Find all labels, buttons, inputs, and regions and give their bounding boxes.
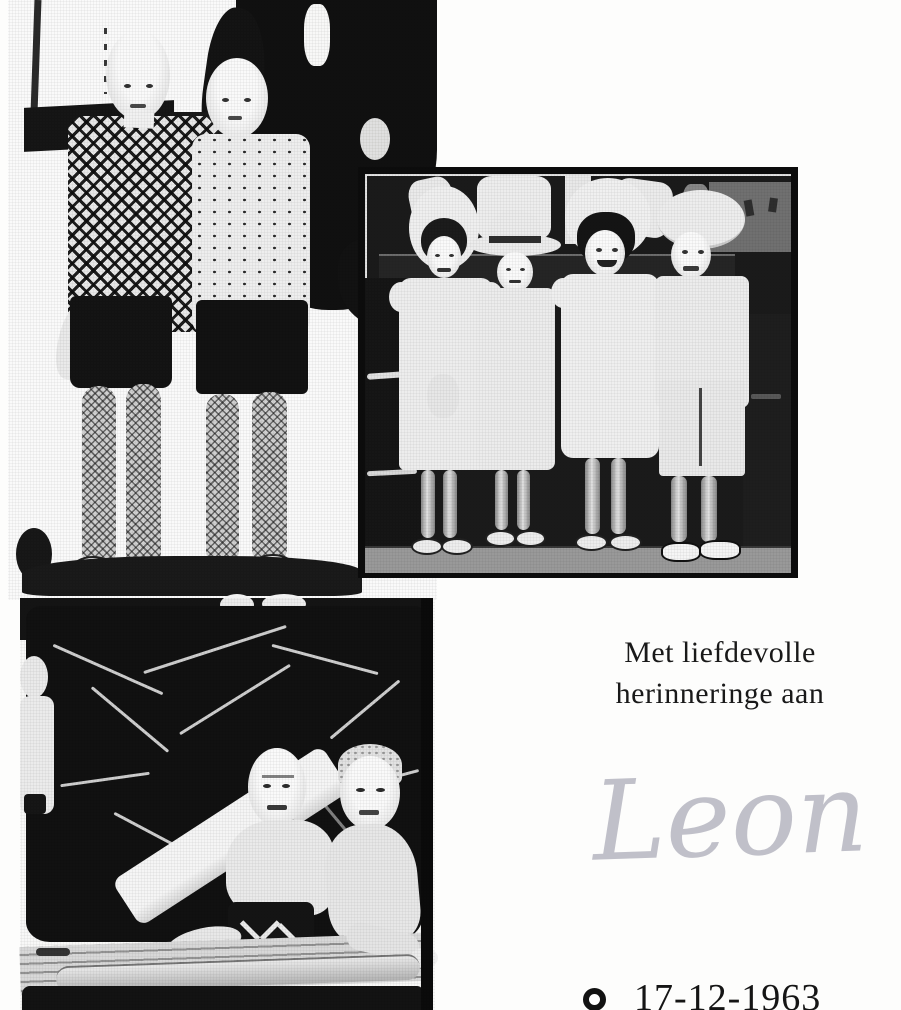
birth-date-ring-bullet-icon [583,988,606,1010]
birth-date: 17-12-1963 [634,977,822,1010]
halftone-grain [20,598,435,1010]
birth-date-row [583,977,821,1010]
photo-boys-at-slide [20,598,435,1010]
memorial-intro-line2: herinneringe aan [615,677,825,710]
halftone-grain [358,167,798,578]
memorial-intro-line1: Met liefdevolle [624,636,816,669]
photo-four-children-in-hats [358,167,798,578]
memorial-intro-text [530,632,901,714]
deceased-name-script: Leon [590,748,870,886]
